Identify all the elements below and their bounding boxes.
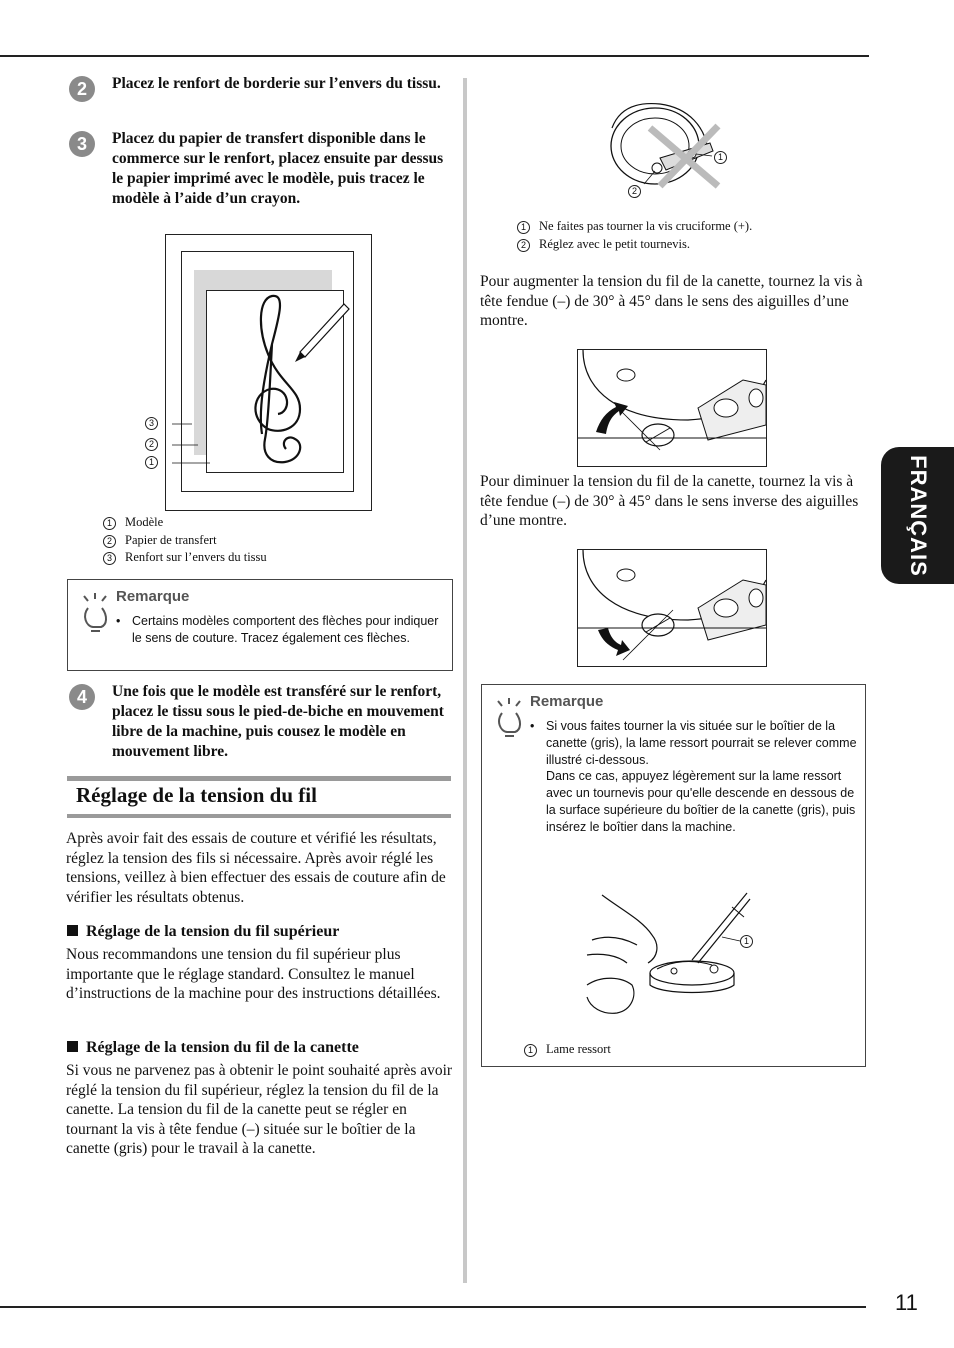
- square-bullet-icon: [67, 925, 78, 936]
- subsection-title: [67, 923, 457, 941]
- subsection-text: Si vous ne parvenez pas à obtenir le point souhaité après avoir réglé la tension du fil supérieur, réglez la tension du fil de la canette. La tension du fil de la canette peut se régler en tournant la vis à tête fendue (–) située sur le boîtier de la canette (gris) pour le travail à la canette.: [66, 1062, 453, 1157]
- decrease-tension-text: Pour diminuer la tension du fil de la canette, tournez la vis à tête fendue (–) de 30° à 45° dans le sens inverse des aiguilles d’une montre.: [480, 473, 859, 529]
- hand-screwdriver-illustration: [582, 885, 762, 1025]
- note-text: Dans ce cas, appuyez légèrement sur la lame ressort avec un tournevis pour qu'elle descende en dessous de la surface supérieure du boîtier de la canette (gris), puis insérez le boîtier dans la machine.: [546, 769, 856, 834]
- note-body: [116, 613, 444, 647]
- step-text: Placez le renfort de borderie sur l’envers du tissu.: [112, 75, 441, 92]
- section-title: Réglage de la tension du fil: [76, 783, 317, 807]
- legend-num: 1: [524, 1044, 537, 1057]
- callout-1: 1: [740, 935, 753, 948]
- legend-item: [517, 236, 862, 254]
- transfer-figure: [140, 234, 375, 512]
- note-text: Certains modèles comportent des flèches pour indiquer le sens de couture. Tracez également ces flèches.: [132, 614, 439, 645]
- legend-text: Réglez avec le petit tournevis.: [539, 236, 690, 251]
- decrease-tension-figure: [577, 549, 767, 667]
- callout-2: 2: [628, 185, 641, 198]
- step-text: Une fois que le modèle est transféré sur le renfort, placez le tissu sous le pied-de-biche en mouvement libre de la machine, puis cousez le modèle en mouvement libre.: [112, 683, 444, 760]
- footer-rule: [0, 1306, 866, 1308]
- legend-num: 2: [103, 535, 116, 548]
- callout-2: 2: [145, 438, 158, 451]
- legend-item: [103, 532, 443, 550]
- heading-bar-top: [67, 776, 451, 781]
- section-intro: Après avoir fait des essais de couture et vérifié les résultats, réglez la tension des fils si nécessaire. Après avoir réglé les tensions, veillez à bien effectuer des essais de couture afin de vérifier les résultats obtenus.: [66, 830, 446, 906]
- column-separator: [463, 78, 467, 1283]
- step-text: Placez du papier de transfert disponible dans le commerce sur le renfort, placez ensuite par dessus le papier imprimé avec le modèle, puis tracez le modèle à l’aide d’un crayon.: [112, 130, 444, 207]
- increase-tension-text: Pour augmenter la tension du fil de la canette, tournez la vis à tête fendue (–) de 30° à 45° dans le sens des aiguilles d’une montre.: [480, 273, 863, 329]
- legend-num: 3: [103, 552, 116, 565]
- leaf-spring-figure: [582, 885, 762, 1025]
- legend-text: Lame ressort: [546, 1042, 611, 1056]
- note-body: [530, 718, 860, 836]
- bullet: •: [116, 614, 121, 628]
- subsection-title-text: Réglage de la tension du fil supérieur: [86, 923, 340, 940]
- page-number: 11: [895, 1290, 918, 1315]
- callout-1: 1: [714, 151, 727, 164]
- callout-3: 3: [145, 417, 158, 430]
- language-tab: [881, 447, 954, 584]
- bullet: •: [530, 719, 535, 733]
- note-title: Remarque: [116, 588, 190, 605]
- subsection-title-text: Réglage de la tension du fil de la canette: [86, 1039, 359, 1056]
- bobbin-case-figure: [600, 98, 740, 206]
- legend-item: [524, 1041, 824, 1059]
- callout-1: 1: [145, 456, 158, 469]
- subsection-text: Nous recommandons une tension du fil supérieur plus importante que le réglage standard. Consultez le manuel d’instructions de la machine pour des instructions détaillées.: [66, 946, 441, 1002]
- legend-item: [517, 218, 862, 236]
- figure-legend: [103, 514, 443, 567]
- lightbulb-icon: [80, 592, 110, 634]
- screw-counterclockwise-illustration: [578, 550, 766, 666]
- legend-item: [103, 514, 443, 532]
- step-number: 4: [69, 684, 95, 710]
- legend-text: Ne faites pas tourner la vis cruciforme (+).: [539, 219, 753, 233]
- legend-text: Papier de transfert: [125, 532, 217, 547]
- lightbulb-icon: [494, 697, 524, 739]
- legend-num: 1: [517, 221, 530, 234]
- screw-clockwise-illustration: [578, 350, 766, 466]
- legend-num: 1: [103, 517, 116, 530]
- legend-text: Renfort sur l’envers du tissu: [125, 550, 267, 564]
- step-number: 3: [69, 131, 95, 157]
- language-tab-label: FRANÇAIS: [905, 454, 931, 577]
- legend-text: Modèle: [125, 515, 164, 529]
- legend-item: [103, 549, 443, 567]
- figure-legend: [524, 1041, 824, 1059]
- note-box: [481, 684, 866, 1067]
- heading-bar-bottom: [67, 814, 451, 818]
- header-rule: [0, 55, 869, 57]
- figure-legend: [517, 218, 862, 253]
- transfer-illustration: [140, 234, 375, 512]
- legend-num: 2: [517, 239, 530, 252]
- note-box: [67, 579, 453, 671]
- subsection-title: [67, 1039, 457, 1057]
- note-title: Remarque: [530, 693, 604, 710]
- step-number: 2: [69, 76, 95, 102]
- note-text: Si vous faites tourner la vis située sur le boîtier de la canette (gris), la lame ressort pourrait se relever comme illustré ci-dessous.: [546, 719, 857, 767]
- increase-tension-figure: [577, 349, 767, 467]
- square-bullet-icon: [67, 1041, 78, 1052]
